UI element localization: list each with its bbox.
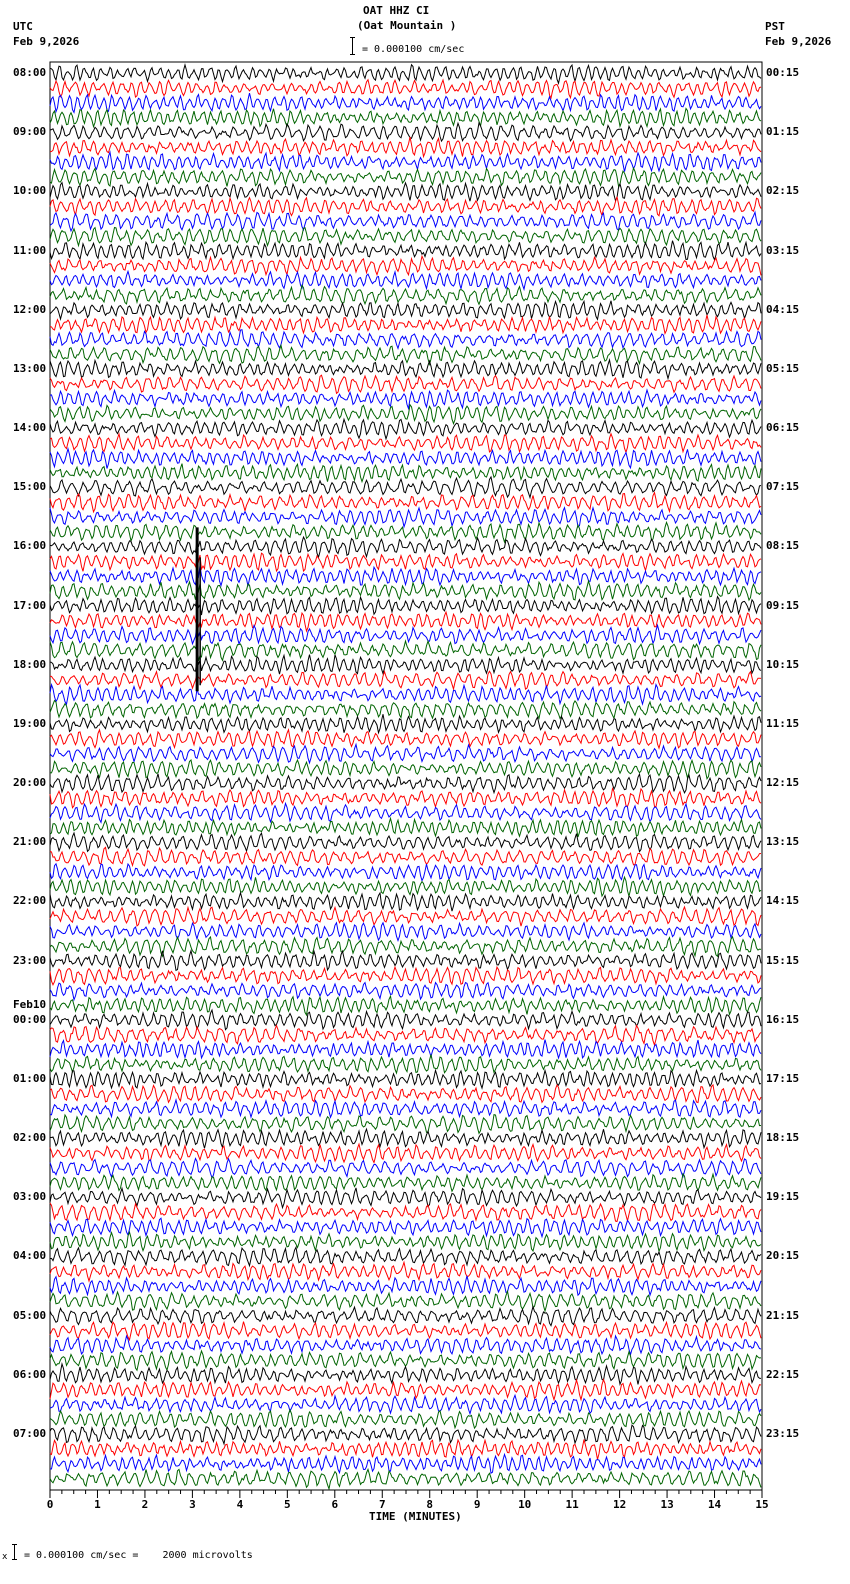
- seismic-trace: [50, 1247, 761, 1265]
- x-tick-label: 10: [518, 1498, 532, 1511]
- seismic-trace: [50, 137, 761, 157]
- seismic-trace: [50, 1129, 761, 1148]
- seismic-trace: [50, 1291, 761, 1311]
- utc-hour-label: 23:00: [13, 953, 47, 967]
- seismic-trace: [50, 847, 761, 865]
- utc-hour-label: 15:00: [13, 480, 47, 494]
- utc-hour-label: 07:00: [13, 1426, 47, 1440]
- seismic-trace: [50, 1410, 761, 1428]
- seismic-trace: [50, 730, 761, 748]
- seismic-trace: [50, 685, 761, 705]
- seismic-trace: [50, 301, 761, 320]
- pst-hour-label: 10:15: [766, 657, 800, 671]
- seismic-trace: [50, 271, 761, 289]
- seismic-trace: [50, 1203, 761, 1222]
- seismic-trace: [50, 212, 761, 231]
- seismic-trace: [50, 1322, 761, 1340]
- utc-hour-label: 21:00: [13, 835, 47, 849]
- utc-hour-label: 18:00: [13, 657, 47, 671]
- seismic-trace: [50, 789, 761, 808]
- pst-hour-label: 17:15: [766, 1071, 800, 1085]
- pst-hour-label: 15:15: [766, 953, 800, 967]
- x-tick-label: 15: [755, 1498, 769, 1511]
- seismic-trace: [50, 553, 761, 571]
- utc-hour-label: 05:00: [13, 1308, 47, 1322]
- x-tick-label: 8: [426, 1498, 434, 1511]
- pst-hour-label: 05:15: [766, 361, 800, 375]
- seismic-trace: [50, 464, 761, 482]
- utc-hour-label: 19:00: [13, 716, 47, 730]
- seismic-trace: [50, 1262, 761, 1281]
- seismic-trace: [50, 597, 761, 615]
- pst-hour-label: 09:15: [766, 598, 800, 612]
- seismic-trace: [50, 449, 761, 469]
- seismic-trace: [50, 907, 761, 926]
- seismic-trace: [50, 983, 761, 1000]
- seismic-trace: [50, 760, 761, 779]
- utc-hour-label: 06:00: [13, 1367, 47, 1381]
- seismic-trace: [50, 1174, 761, 1191]
- seismic-trace: [50, 877, 761, 896]
- seismic-trace: [50, 1380, 761, 1400]
- pst-hour-label: 02:15: [766, 184, 800, 198]
- x-tick-label: 6: [331, 1498, 339, 1511]
- utc-date-change-label: Feb10: [13, 997, 47, 1011]
- seismic-trace: [50, 1070, 761, 1088]
- footer-prefix: x: [2, 1552, 8, 1562]
- seismic-trace: [50, 1159, 761, 1178]
- pst-hour-label: 06:15: [766, 421, 800, 434]
- utc-hour-label: 16:00: [13, 539, 47, 553]
- seismic-trace: [50, 228, 761, 246]
- seismic-trace: [50, 1336, 761, 1355]
- utc-hour-label: 02:00: [13, 1131, 47, 1144]
- pst-hour-label: 23:15: [766, 1426, 800, 1440]
- utc-hour-label: 04:00: [13, 1249, 47, 1263]
- x-tick-label: 7: [378, 1498, 386, 1511]
- seismic-trace: [50, 493, 761, 512]
- seismic-trace: [50, 864, 761, 881]
- pst-hour-label: 20:15: [766, 1249, 800, 1263]
- seismic-trace: [50, 774, 761, 793]
- utc-hour-label: 20:00: [13, 776, 47, 789]
- x-tick-label: 5: [284, 1498, 291, 1511]
- seismic-trace: [50, 1115, 761, 1134]
- pst-hour-label: 00:15: [766, 66, 800, 79]
- utc-zone-label: UTC: [13, 20, 33, 33]
- seismic-trace: [50, 745, 761, 763]
- seismic-trace: [50, 360, 761, 378]
- seismic-trace: [50, 701, 761, 719]
- seismic-trace: [50, 671, 761, 689]
- x-tick-label: 4: [236, 1498, 244, 1511]
- utc-hour-label: 13:00: [13, 361, 47, 375]
- pst-hour-label: 21:15: [766, 1308, 800, 1322]
- station-name: (Oat Mountain ): [357, 19, 457, 32]
- seismic-trace: [50, 109, 761, 127]
- utc-hour-label: 12:00: [13, 302, 47, 316]
- seismic-trace: [50, 1055, 761, 1074]
- seismic-trace: [50, 1085, 761, 1103]
- pst-hour-label: 12:15: [766, 776, 800, 789]
- x-tick-label: 3: [189, 1498, 196, 1511]
- seismic-trace: [50, 996, 761, 1015]
- seismic-trace: [50, 1232, 761, 1251]
- pst-hour-label: 22:15: [766, 1367, 800, 1381]
- pst-hour-label: 14:15: [766, 894, 800, 908]
- scale-text: = 0.000100 cm/sec: [362, 44, 465, 55]
- seismic-trace: [50, 833, 761, 852]
- seismic-trace: [50, 330, 761, 349]
- x-tick-label: 11: [565, 1498, 579, 1511]
- utc-hour-label: 10:00: [13, 184, 47, 198]
- pst-hour-label: 03:15: [766, 243, 800, 257]
- seismic-trace: [50, 893, 761, 911]
- seismic-trace: [50, 1395, 761, 1413]
- x-tick-label: 9: [473, 1498, 481, 1511]
- seismic-trace: [50, 641, 761, 661]
- seismic-trace: [50, 123, 761, 141]
- seismic-trace: [50, 405, 761, 424]
- seismic-trace: [50, 390, 761, 408]
- footer-scale-note: = 0.000100 cm/sec = 2000 microvolts: [24, 1550, 253, 1561]
- seismic-trace: [50, 714, 761, 733]
- seismic-trace: [50, 152, 761, 171]
- x-axis-title: TIME (MINUTES): [369, 1510, 462, 1523]
- seismic-trace: [50, 537, 761, 557]
- seismic-trace: [50, 256, 761, 275]
- seismic-trace: [50, 967, 761, 985]
- seismic-trace: [50, 1469, 761, 1488]
- seismic-trace: [50, 434, 761, 453]
- x-tick-label: 2: [141, 1498, 149, 1511]
- seismic-trace: [50, 65, 761, 84]
- seismic-trace: [50, 612, 761, 631]
- utc-hour-label: 03:00: [13, 1190, 47, 1204]
- utc-hour-label: 11:00: [13, 243, 47, 257]
- seismic-trace: [50, 375, 761, 393]
- seismic-trace: [50, 1040, 761, 1058]
- utc-hour-label: 14:00: [13, 421, 47, 434]
- seismic-trace: [50, 1218, 761, 1236]
- utc-hour-label: 00:00: [13, 1012, 47, 1026]
- utc-hour-label: 22:00: [13, 894, 47, 908]
- seismic-trace: [50, 315, 761, 334]
- seismic-trace: [50, 183, 761, 202]
- seismic-trace: [50, 80, 761, 98]
- pst-hour-label: 08:15: [766, 539, 800, 553]
- seismic-trace: [50, 197, 761, 216]
- seismic-trace: [50, 1425, 761, 1444]
- seismic-trace: [50, 522, 761, 542]
- x-tick-label: 0: [46, 1498, 54, 1511]
- x-tick-label: 14: [707, 1498, 722, 1511]
- x-tick-label: 12: [613, 1498, 627, 1511]
- seismic-trace: [50, 508, 761, 527]
- seismic-trace: [50, 1276, 761, 1295]
- footer-scale-bar-icon: [12, 1544, 17, 1560]
- seismic-trace: [50, 923, 761, 941]
- station-title: OAT HHZ CI: [363, 4, 430, 17]
- utc-hour-label: 17:00: [13, 598, 47, 612]
- seismic-trace: [50, 93, 761, 112]
- seismic-trace: [50, 241, 761, 260]
- seismic-trace: [50, 1100, 761, 1117]
- seismic-trace: [50, 951, 761, 971]
- pst-hour-label: 19:15: [766, 1190, 800, 1204]
- seismic-trace: [50, 285, 761, 304]
- utc-hour-label: 08:00: [13, 66, 47, 79]
- x-tick-label: 13: [660, 1498, 674, 1511]
- pst-date-label: Feb 9,2026: [765, 35, 832, 48]
- pst-hour-label: 13:15: [766, 835, 800, 849]
- pst-hour-label: 11:15: [766, 716, 800, 730]
- utc-hour-label: 01:00: [13, 1071, 47, 1085]
- pst-hour-label: 04:15: [766, 302, 800, 316]
- utc-hour-label: 09:00: [13, 125, 47, 139]
- pst-hour-label: 16:15: [766, 1012, 800, 1026]
- x-tick-label: 1: [94, 1498, 101, 1511]
- pst-hour-label: 07:15: [766, 480, 800, 494]
- pst-zone-label: PST: [765, 20, 785, 33]
- pst-hour-label: 01:15: [766, 125, 800, 139]
- plot-frame: [50, 62, 762, 1490]
- pst-hour-label: 18:15: [766, 1131, 800, 1144]
- utc-date-label: Feb 9,2026: [13, 35, 80, 48]
- seismic-trace: [50, 1010, 761, 1030]
- seismic-trace: [50, 937, 761, 957]
- seismic-trace: [50, 477, 761, 498]
